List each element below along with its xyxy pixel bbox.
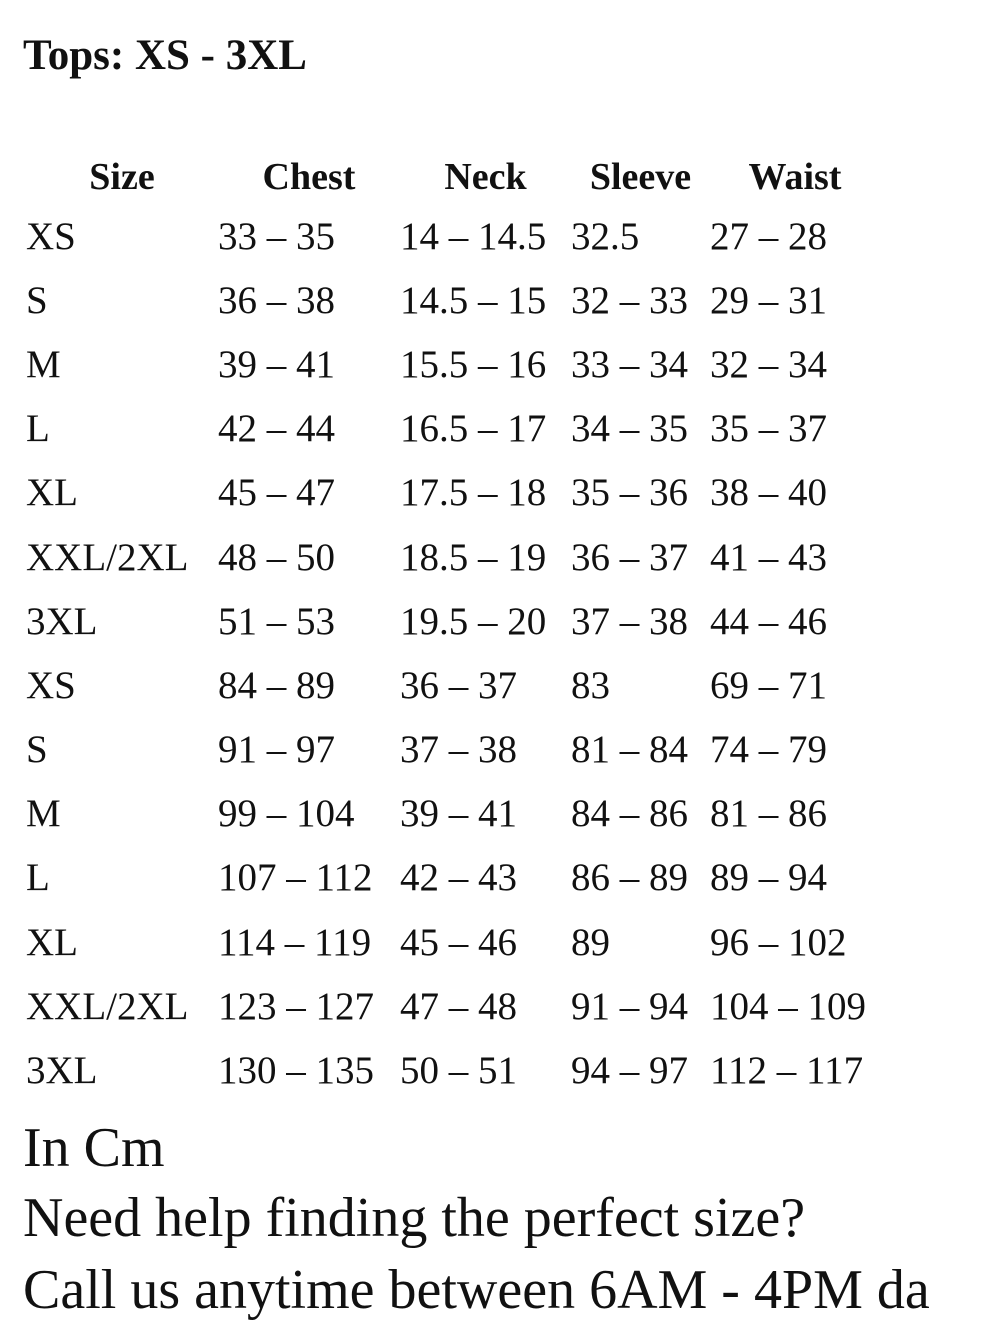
chest-cell: 91 – 97	[218, 728, 335, 772]
neck-cell: 37 – 38	[400, 728, 517, 772]
column-header-size: Size	[89, 156, 155, 198]
sleeve-cell: 36 – 37	[571, 535, 688, 579]
chest-cell: 123 – 127	[218, 984, 374, 1028]
sleeve-cell: 94 – 97	[571, 1049, 688, 1093]
size-cell: S	[26, 278, 48, 322]
column-header-waist: Waist	[748, 156, 842, 198]
page-title: Tops: XS - 3XL	[23, 32, 307, 79]
size-cell: L	[26, 407, 50, 451]
chest-cell: 114 – 119	[218, 920, 372, 964]
table-row	[26, 974, 880, 1038]
waist-cell: 69 – 71	[710, 663, 827, 707]
sleeve-cell: 84 – 86	[571, 792, 688, 836]
chest-cell: 84 – 89	[218, 663, 335, 707]
column-header-sleeve: Sleeve	[589, 156, 692, 198]
chest-cell: 36 – 38	[218, 278, 335, 322]
column-header-neck: Neck	[444, 156, 527, 198]
waist-cell: 112 – 117	[710, 1049, 864, 1093]
call-note: Call us anytime between 6AM - 4PM da	[23, 1259, 930, 1321]
size-cell: S	[26, 728, 48, 772]
sleeve-cell: 83	[571, 663, 610, 707]
table-row	[26, 910, 880, 974]
chest-cell: 99 – 104	[218, 792, 355, 836]
neck-cell: 47 – 48	[400, 984, 517, 1028]
size-cell: 3XL	[26, 599, 98, 643]
chest-cell: 48 – 50	[218, 535, 335, 579]
unit-note: In Cm	[23, 1117, 165, 1179]
sleeve-cell: 35 – 36	[571, 471, 688, 515]
neck-cell: 14.5 – 15	[400, 278, 547, 322]
neck-cell: 42 – 43	[400, 856, 517, 900]
table-row	[26, 653, 880, 717]
neck-cell: 45 – 46	[400, 920, 517, 964]
sleeve-cell: 32 – 33	[571, 278, 688, 322]
table-row	[26, 204, 880, 268]
chest-cell: 130 – 135	[218, 1049, 374, 1093]
neck-cell: 16.5 – 17	[400, 407, 547, 451]
chest-cell: 33 – 35	[218, 214, 335, 258]
column-header-chest: Chest	[262, 156, 356, 198]
waist-cell: 38 – 40	[710, 471, 827, 515]
size-cell: 3XL	[26, 1049, 98, 1093]
size-cell: XXL/2XL	[26, 535, 189, 579]
waist-cell: 104 – 109	[710, 984, 866, 1028]
table-row	[26, 846, 880, 910]
sleeve-cell: 33 – 34	[571, 342, 688, 386]
waist-cell: 81 – 86	[710, 792, 827, 836]
sleeve-cell: 81 – 84	[571, 728, 688, 772]
table-row	[26, 332, 880, 396]
neck-cell: 19.5 – 20	[400, 599, 547, 643]
waist-cell: 35 – 37	[710, 407, 827, 451]
size-cell: L	[26, 856, 50, 900]
neck-cell: 50 – 51	[400, 1049, 517, 1093]
help-note: Need help finding the perfect size?	[23, 1187, 806, 1249]
table-row	[26, 525, 880, 589]
neck-cell: 36 – 37	[400, 663, 517, 707]
neck-cell: 15.5 – 16	[400, 342, 547, 386]
size-cell: XS	[26, 214, 76, 258]
chest-cell: 42 – 44	[218, 407, 335, 451]
neck-cell: 39 – 41	[400, 792, 517, 836]
neck-cell: 14 – 14.5	[400, 214, 547, 258]
size-cell: XXL/2XL	[26, 984, 189, 1028]
sleeve-cell: 32.5	[571, 214, 640, 258]
sleeve-cell: 37 – 38	[571, 599, 688, 643]
waist-cell: 89 – 94	[710, 856, 827, 900]
waist-cell: 44 – 46	[710, 599, 827, 643]
neck-cell: 18.5 – 19	[400, 535, 547, 579]
table-row	[26, 782, 880, 846]
size-cell: XL	[26, 920, 78, 964]
table-row	[26, 397, 880, 461]
table-row	[26, 718, 880, 782]
size-cell: XS	[26, 663, 76, 707]
chest-cell: 45 – 47	[218, 471, 335, 515]
waist-cell: 74 – 79	[710, 728, 827, 772]
table-row	[26, 268, 880, 332]
waist-cell: 96 – 102	[710, 920, 847, 964]
sleeve-cell: 91 – 94	[571, 984, 688, 1028]
neck-cell: 17.5 – 18	[400, 471, 547, 515]
sleeve-cell: 86 – 89	[571, 856, 688, 900]
size-table	[26, 150, 880, 1103]
size-cell: M	[26, 342, 61, 386]
table-header-row	[26, 150, 880, 204]
chest-cell: 107 – 112	[218, 856, 373, 900]
chest-cell: 51 – 53	[218, 599, 335, 643]
sleeve-cell: 89	[571, 920, 610, 964]
waist-cell: 27 – 28	[710, 214, 827, 258]
size-cell: XL	[26, 471, 78, 515]
table-row	[26, 589, 880, 653]
table-row	[26, 461, 880, 525]
size-cell: M	[26, 792, 61, 836]
waist-cell: 29 – 31	[710, 278, 827, 322]
table-row	[26, 1038, 880, 1102]
waist-cell: 41 – 43	[710, 535, 827, 579]
sleeve-cell: 34 – 35	[571, 407, 688, 451]
chest-cell: 39 – 41	[218, 342, 335, 386]
waist-cell: 32 – 34	[710, 342, 827, 386]
